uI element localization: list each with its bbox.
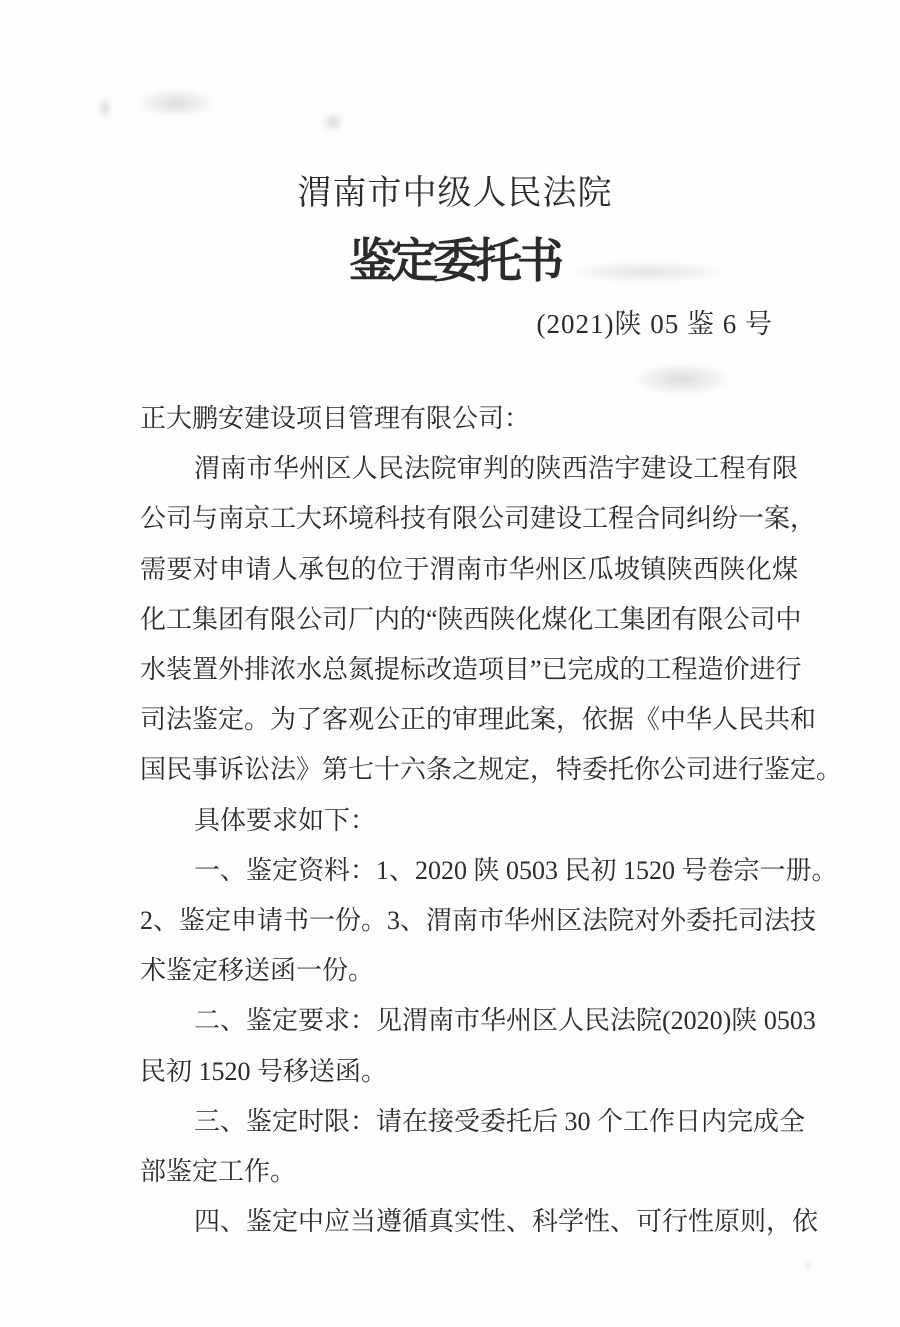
document-body: [140, 394, 843, 1247]
body-line: 司法鉴定。为了客观公正的审理此案，依据《中华人民共和: [140, 705, 817, 735]
body-line: 具体要求如下：: [194, 805, 377, 835]
body-line: 部鉴定工作。: [140, 1157, 297, 1187]
court-name-heading: 渭南市中级人民法院: [297, 175, 613, 212]
body-line: 2、鉴定申请书一份。3、渭南市华州区法院对外委托司法技: [140, 906, 817, 936]
case-number: (2021)陕 05 鉴 6 号: [536, 309, 773, 339]
body-line: 术鉴定移送函一份。: [140, 956, 375, 986]
body-line: 二、鉴定要求：见渭南市华州区人民法院(2020)陕 0503: [194, 1006, 816, 1036]
scan-smudge: [322, 112, 344, 132]
scan-smudge: [98, 98, 112, 118]
body-line: 水装置外排浓水总氮提标改造项目”已完成的工程造价进行: [140, 655, 802, 685]
body-line: 民初 1520 号移送函。: [140, 1056, 388, 1086]
scan-smudge: [636, 364, 728, 394]
body-line: 渭南市华州区人民法院审判的陕西浩宇建设工程有限: [194, 454, 798, 484]
body-line: 需要对申请人承包的位于渭南市华州区瓜坡镇陕西陕化煤: [140, 554, 798, 584]
body-line: 化工集团有限公司厂内的“陕西陕化煤化工集团有限公司中: [140, 604, 802, 634]
scan-smudge: [804, 1260, 812, 1270]
body-line: 正大鹏安建设项目管理有限公司：: [140, 404, 531, 433]
body-line: 四、鉴定中应当遵循真实性、科学性、可行性原则，依: [194, 1207, 819, 1237]
body-line: 公司与南京工大环境科技有限公司建设工程合同纠纷一案，: [140, 504, 817, 534]
body-line: 国民事诉讼法》第七十六条之规定，特委托你公司进行鉴定。: [140, 755, 843, 785]
scan-smudge: [140, 90, 212, 116]
body-line: 三、鉴定时限：请在接受委托后 30 个工作日内完成全: [194, 1106, 806, 1136]
body-line: 一、鉴定资料：1、2020 陕 0503 民初 1520 号卷宗一册。: [194, 855, 838, 885]
document-title: 鉴定委托书: [349, 236, 559, 288]
